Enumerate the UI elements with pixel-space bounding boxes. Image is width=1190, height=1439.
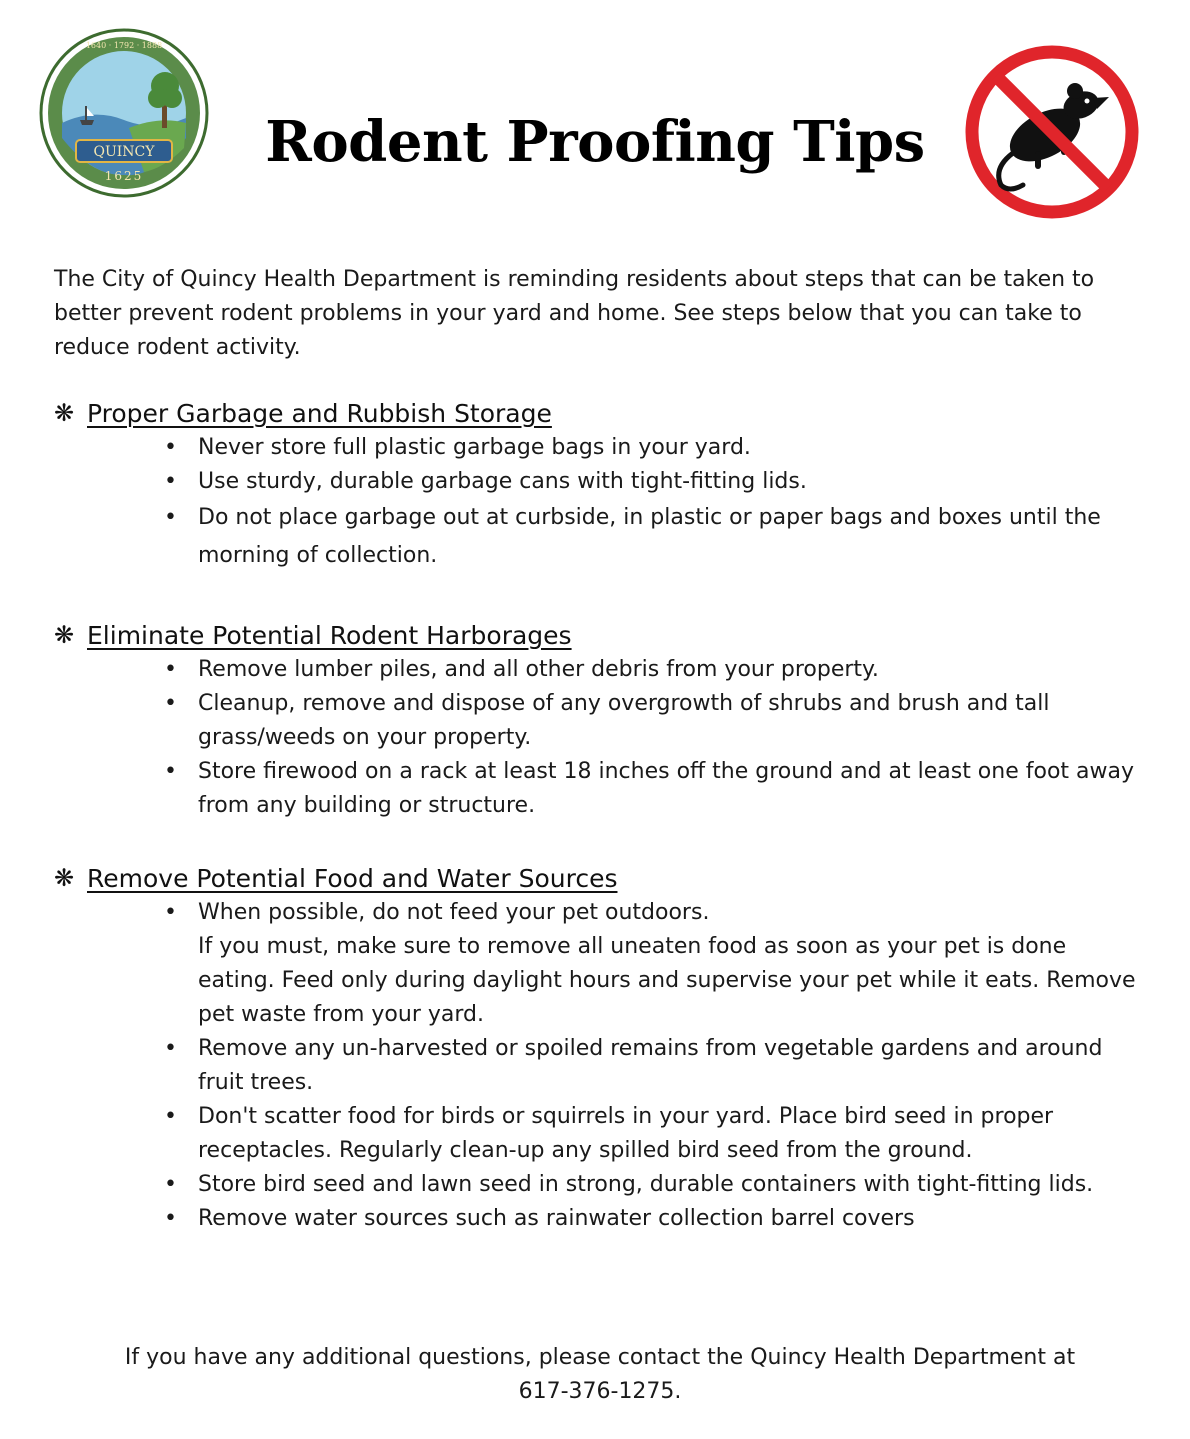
list-item: • Never store full plastic garbage bags in your yard.	[54, 431, 1148, 465]
bullet-icon: •	[164, 900, 177, 925]
contact-text: If you have any additional questions, please contact the Quincy Health Department at	[124, 1345, 1076, 1370]
seal-year-text: 1625	[104, 169, 144, 183]
section-rodent-harborages	[54, 617, 1154, 823]
tips-list	[54, 896, 1154, 1236]
contact-phone: 617-376-1275.	[518, 1379, 682, 1404]
list-item: • Do not place garbage out at curbside, in plastic or paper bags and boxes until the morning of collection.	[54, 499, 1148, 575]
section-title: Remove Potential Food and Water Sources	[87, 863, 618, 893]
bullet-icon: •	[164, 1172, 177, 1197]
section-garbage-storage	[54, 395, 1154, 575]
section-heading	[54, 617, 1154, 653]
contact-footer	[40, 1341, 1160, 1409]
tips-list	[54, 431, 1154, 575]
list-item: • Remove water sources such as rainwater collection barrel covers	[54, 1202, 1148, 1236]
section-heading	[54, 860, 1154, 896]
asterisk-bullet-icon: ❋	[54, 864, 75, 892]
tips-list	[54, 653, 1154, 823]
bullet-icon: •	[164, 1036, 177, 1061]
bullet-icon: •	[164, 505, 177, 530]
list-item: • Store bird seed and lawn seed in strong, durable containers with tight-fitting lids.	[54, 1168, 1148, 1202]
no-rodents-icon	[963, 43, 1141, 221]
bullet-icon: •	[164, 1104, 177, 1129]
list-item: • Remove any un-harvested or spoiled remains from vegetable gardens and around fruit trees.	[54, 1032, 1148, 1100]
asterisk-bullet-icon: ❋	[54, 399, 75, 427]
intro-paragraph: The City of Quincy Health Department is reminding residents about steps that can be taken to better prevent rodent problems in your yard and home. See steps below that you can take to reduce rodent activity.	[54, 267, 1095, 360]
section-title: Eliminate Potential Rodent Harborages	[87, 620, 572, 650]
list-item: • Cleanup, remove and dispose of any overgrowth of shrubs and brush and tall grass/weeds on your property.	[54, 687, 1148, 755]
bullet-icon: •	[164, 691, 177, 716]
asterisk-bullet-icon: ❋	[54, 621, 75, 649]
section-food-water-sources	[54, 860, 1154, 1236]
list-item: • Don't scatter food for birds or squirrels in your yard. Place bird seed in proper receptacles. Regularly clean-up any spilled bird seed from the ground.	[54, 1100, 1148, 1168]
bullet-icon: •	[164, 759, 177, 784]
seal-name-text: QUINCY	[93, 144, 155, 160]
seal-top-text: 1640 · 1792 · 1888	[85, 41, 163, 50]
page-title: Rodent Proofing Tips	[265, 109, 925, 175]
list-item: • Remove lumber piles, and all other debris from your property.	[54, 653, 1148, 687]
list-item: • Use sturdy, durable garbage cans with tight-fitting lids.	[54, 465, 1148, 499]
list-item: • Store firewood on a rack at least 18 inches off the ground and at least one foot away from any building or structure.	[54, 755, 1148, 823]
quincy-city-seal-logo	[34, 28, 214, 198]
section-title: Proper Garbage and Rubbish Storage	[87, 398, 552, 428]
bullet-icon: •	[164, 1206, 177, 1231]
section-heading	[54, 395, 1154, 431]
bullet-icon: •	[164, 469, 177, 494]
list-item: • When possible, do not feed your pet outdoors. If you must, make sure to remove all uneaten food as soon as your pet is done eating. Feed only during daylight hours and supervise your pet while it eats. Remove pet waste from your yard.	[54, 896, 1148, 1032]
bullet-icon: •	[164, 435, 177, 460]
bullet-icon: •	[164, 657, 177, 682]
